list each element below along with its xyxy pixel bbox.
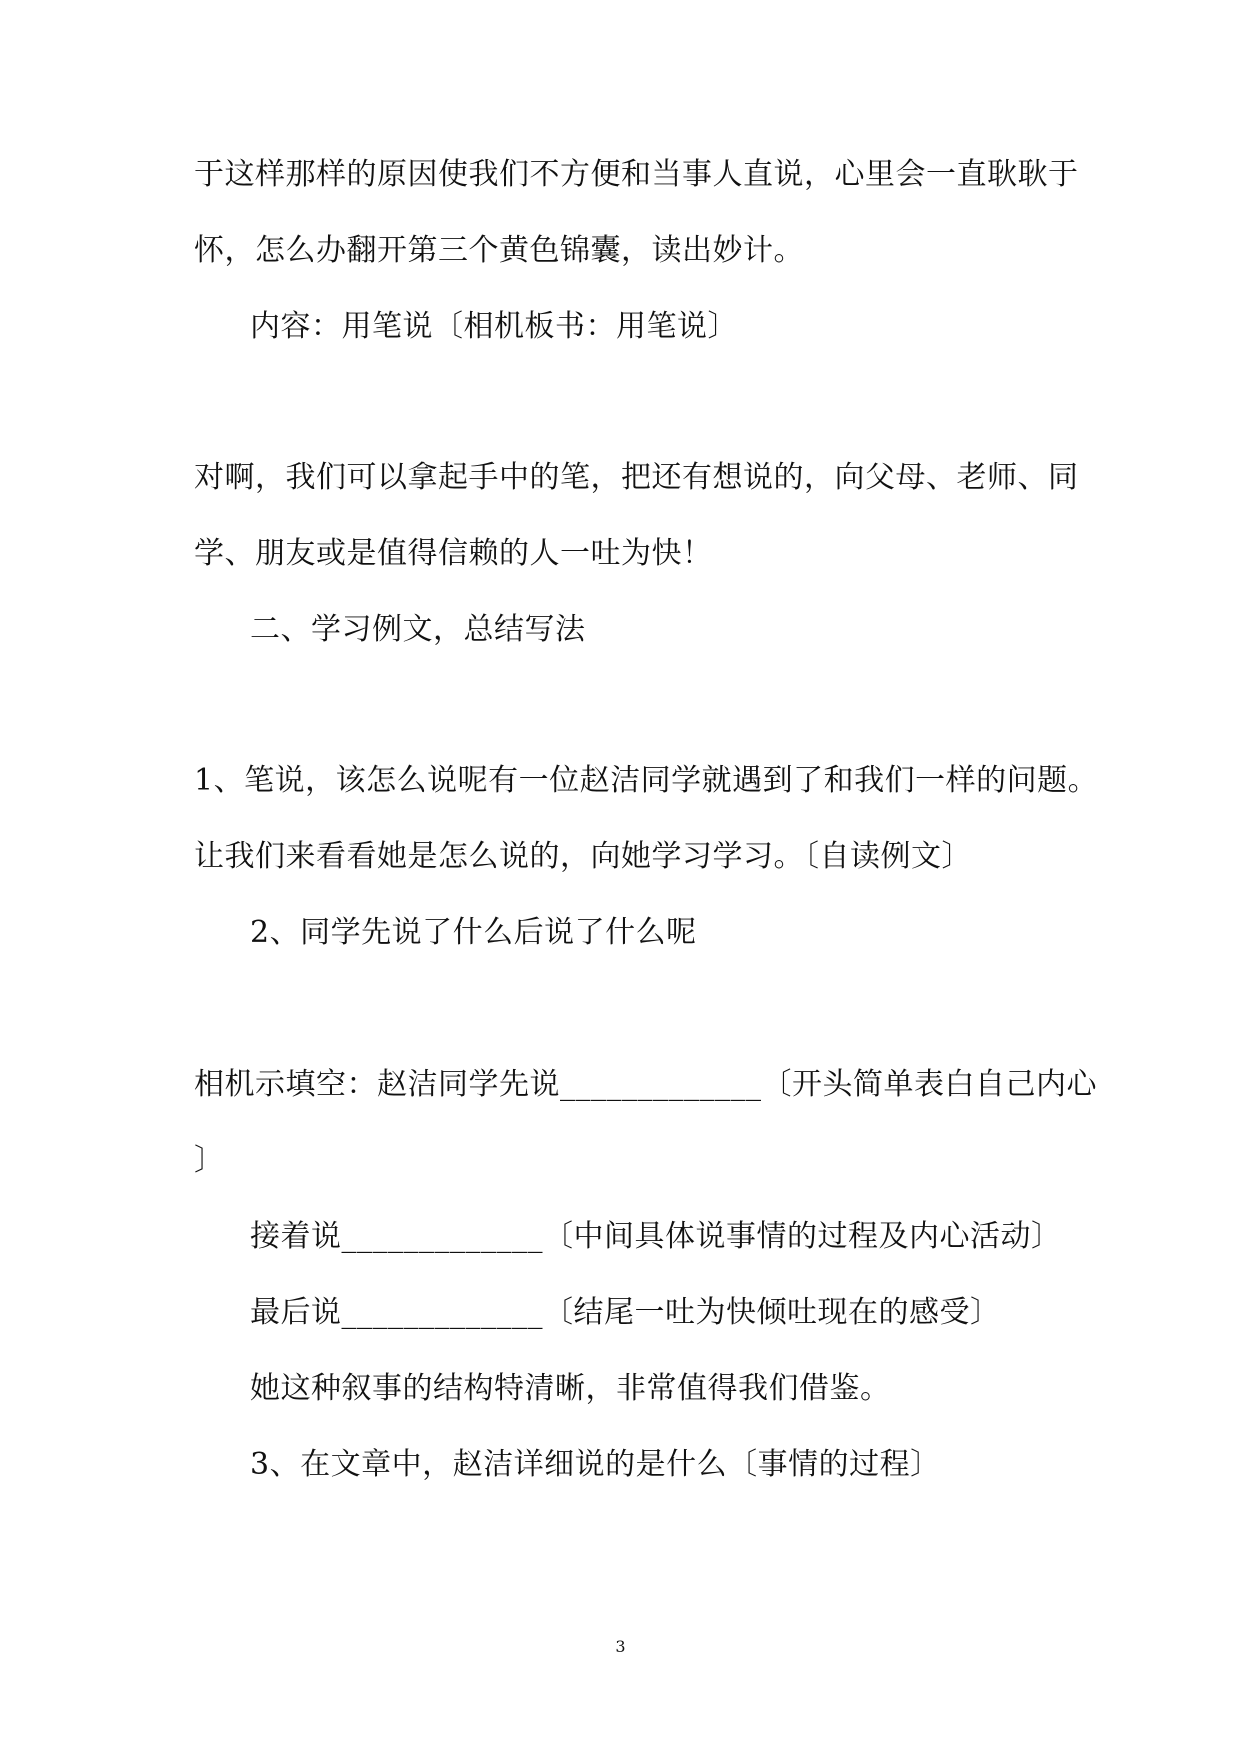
text-line-13: 最后说_____________〔结尾一吐为快倾吐现在的感受〕 [250,1295,1001,1330]
text-line-5: 学、朋友或是值得信赖的人一吐为快！ [194,536,713,571]
text-line-4: 对啊，我们可以拿起手中的笔，把还有想说的，向父母、老师、同 [194,460,1079,495]
text-line-15: 3、在文章中，赵洁详细说的是什么〔事情的过程〕 [250,1447,941,1482]
text-line-12: 接着说_____________〔中间具体说事情的过程及内心活动〕 [250,1219,1062,1254]
text-line-8: 让我们来看看她是怎么说的，向她学习学习。〔自读例文〕 [194,839,972,874]
text-line-10: 相机示填空：赵洁同学先说_____________〔开头简单表白自己内心 [194,1067,1097,1102]
text-line-2: 怀，怎么办翻开第三个黄色锦囊，读出妙计。 [194,233,804,268]
page-number: 3 [615,1637,626,1656]
section-heading: 二、学习例文，总结写法 [250,612,586,647]
text-line-9: 2、同学先说了什么后说了什么呢 [250,915,697,950]
text-line-11: 〕 [194,1143,225,1178]
text-line-14: 她这种叙事的结构特清晰，非常值得我们借鉴。 [250,1371,891,1406]
text-line-7: 1、笔说，该怎么说呢有一位赵洁同学就遇到了和我们一样的问题。 [194,763,1099,798]
text-line-3: 内容：用笔说〔相机板书：用笔说〕 [250,309,738,344]
text-line-1: 于这样那样的原因使我们不方便和当事人直说，心里会一直耿耿于 [194,157,1079,192]
